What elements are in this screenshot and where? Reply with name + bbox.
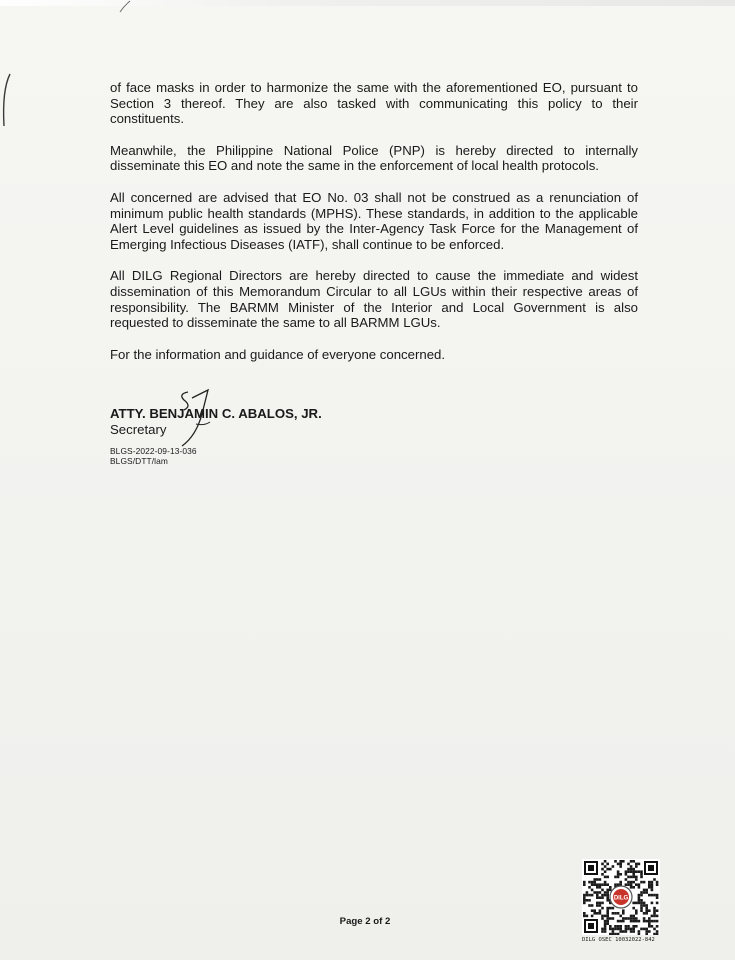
qr-caption: DILG OSEC 10032022-842	[582, 937, 655, 943]
reference-code: BLGS-2022-09-13-036	[110, 446, 197, 457]
paragraph-pnp: Meanwhile, the Philippine National Police (PNP) is hereby directed to internally disseminate this EO and note the same in the enforcement of local health protocols.	[110, 142, 638, 174]
signature-block	[110, 406, 638, 466]
paragraph-regional-directors: All DILG Regional Directors are hereby directed to cause the immediate and widest dissemination of this Memorandum Circular to all LGUs within their respective areas of responsibility. The BARMM Minister of the Interior and Local Government is also requested to disseminate the same to all BARMM LGUs.	[110, 268, 638, 331]
reference-initials: BLGS/DTT/lam	[110, 456, 168, 467]
handwritten-signature	[174, 384, 244, 450]
closing-line: For the information and guidance of everyone concerned.	[110, 346, 446, 362]
dilg-seal-text: DILG	[613, 895, 629, 902]
binding-mark	[0, 70, 14, 130]
paragraph-face-masks: of face masks in order to harmonize the same with the aforementioned EO, pursuant to Section 3 thereof. They are also tasked with communicating this policy to their constituents.	[110, 80, 638, 127]
document-body	[110, 80, 638, 466]
signatory-name: ATTY. BENJAMIN C. ABALOS, JR.	[110, 406, 322, 422]
qr-code	[582, 859, 660, 935]
page-number: Page 2 of 2	[339, 916, 391, 927]
signatory-title: Secretary	[110, 422, 167, 438]
paper-scratch-mark	[100, 0, 140, 14]
paragraph-mphs: All concerned are advised that EO No. 03 shall not be construed as a renunciation of minimum public health standards (MPHS). These standards, in addition to the applicable Alert Level guidelines as issued by the Inter-Agency Task Force for the Management of Emerging Infectious Diseases (IATF), shall continue to be enforced.	[110, 189, 638, 252]
document-tracking-qr	[582, 859, 660, 945]
